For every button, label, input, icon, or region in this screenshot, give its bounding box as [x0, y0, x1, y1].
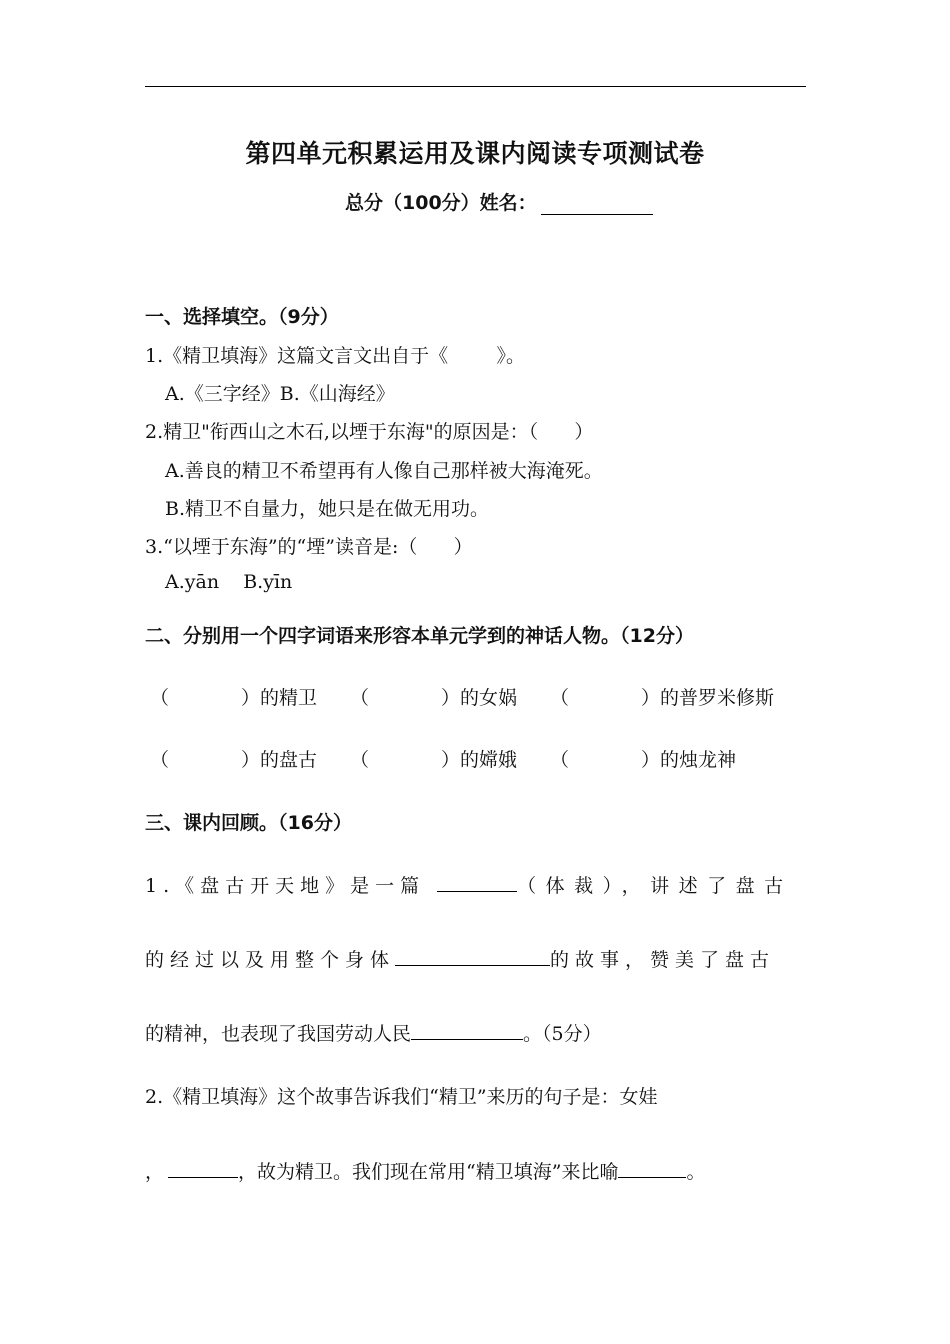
s3-q2-line1: 2.《精卫填海》这个故事告诉我们“精卫”来历的句子是：女娃 [145, 1086, 658, 1108]
item-label: 的普罗米修斯 [660, 687, 775, 709]
s2-row2-item1 [150, 745, 317, 772]
text-segment: 的经过以及用整个身体 [145, 949, 396, 971]
s1-question-1: 1.《精卫填海》这篇文言文出自于《 》。 [145, 345, 525, 367]
section2-heading: 二、分别用一个四字词语来形容本单元学到的神话人物。（12分） [145, 625, 694, 647]
paren-open: （ [550, 687, 570, 709]
people-blank[interactable] [411, 1021, 523, 1040]
paren-close: ） [441, 749, 461, 771]
item-label: 的烛龙神 [660, 749, 737, 771]
s1-question-3: 3.“以堙于东海”的“堙”读音是:（ ） [145, 536, 473, 558]
paren-close: ） [241, 687, 261, 709]
paren-open: （ [550, 749, 570, 771]
s1-q1-options: A.《三字经》B.《山海经》 [165, 383, 395, 405]
s1-question-2: 2.精卫"衔西山之木石,以堙于东海"的原因是：（ ） [145, 421, 594, 443]
section3-heading: 三、课内回顾。（16分） [145, 812, 352, 834]
text-segment: （体裁），讲述了盘古 [517, 875, 793, 897]
paren-open: （ [350, 749, 370, 771]
s2-row1-item3 [550, 683, 774, 710]
page-title: 第四单元积累运用及课内阅读专项测试卷 [245, 139, 705, 168]
s3-q1-line2 [145, 945, 775, 972]
paren-close: ） [241, 749, 261, 771]
paren-close: ） [641, 749, 661, 771]
item-label: 的盘古 [260, 749, 318, 771]
paren-close: ） [641, 687, 661, 709]
text-segment: 1.《盘古开天地》是一篇 [145, 875, 426, 897]
text-segment: 。（5分） [523, 1023, 602, 1045]
paren-open: （ [150, 687, 170, 709]
s1-q3-options: A.yān B.yīn [165, 571, 293, 593]
metaphor-blank[interactable] [618, 1159, 686, 1178]
origin-blank[interactable] [168, 1159, 238, 1178]
item-label: 的女娲 [460, 687, 518, 709]
item-label: 的精卫 [260, 687, 318, 709]
paren-close: ） [441, 687, 461, 709]
body-blank[interactable] [395, 947, 550, 966]
score-name-line [345, 188, 653, 215]
subtitle-text: 总分（100分）姓名： [345, 192, 537, 214]
name-field[interactable] [541, 194, 653, 215]
s1-q2-option-a: A.善良的精卫不希望再有人像自己那样被大海淹死。 [165, 460, 603, 482]
text-segment: ，故为精卫。我们现在常用“精卫填海”来比喻 [238, 1161, 619, 1183]
s3-q2-line2 [145, 1157, 705, 1184]
s3-q1-line1 [145, 871, 793, 898]
text-segment: 的精神，也表现了我国劳动人民 [145, 1023, 412, 1045]
text-segment: 。 [686, 1161, 706, 1183]
text-segment: ， [145, 1161, 165, 1183]
paren-open: （ [350, 687, 370, 709]
top-rule [145, 86, 806, 87]
section1-heading: 一、选择填空。（9分） [145, 306, 339, 328]
s2-row1-item1 [150, 683, 317, 710]
s2-row2-item2 [350, 745, 517, 772]
s3-q1-line3 [145, 1019, 602, 1046]
s2-row2-item3 [550, 745, 736, 772]
paren-open: （ [150, 749, 170, 771]
item-label: 的嫦娥 [460, 749, 518, 771]
text-segment: 的故事，赞美了盘古 [550, 949, 776, 971]
genre-blank[interactable] [437, 873, 517, 892]
s1-q2-option-b: B.精卫不自量力，她只是在做无用功。 [165, 498, 490, 520]
s2-row1-item2 [350, 683, 517, 710]
